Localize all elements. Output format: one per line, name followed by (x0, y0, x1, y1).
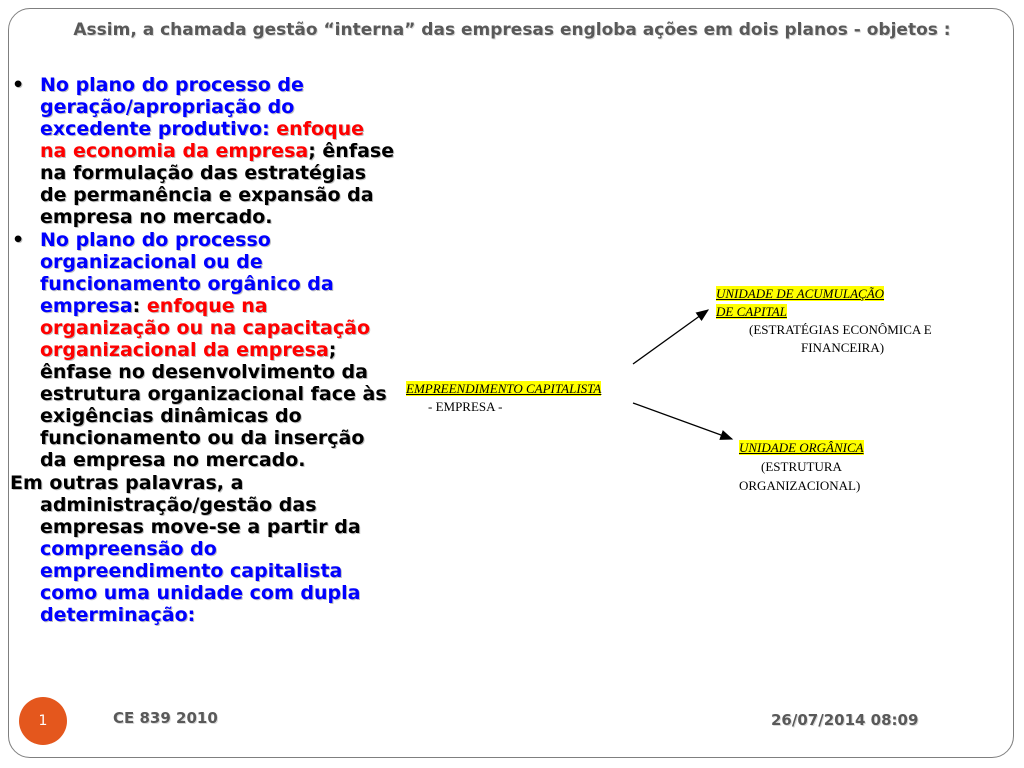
bottom-unit-label: UNIDADE ORGÂNICA (739, 440, 864, 455)
diagram-top-unit (716, 285, 932, 357)
bottom-unit-desc-1: (ESTRUTURA (761, 459, 842, 474)
top-unit-desc-1: (ESTRATÉGIAS ECONÔMICA E (749, 322, 932, 337)
diagram-bottom-unit (739, 438, 864, 495)
arrow-to-accumulation (633, 310, 708, 364)
center-label: EMPREENDIMENTO CAPITALISTA (406, 381, 602, 396)
bullet-marker: • (12, 229, 25, 251)
bullet-1-red-text: enfoque na economia da empresa (40, 118, 365, 162)
center-sub: - EMPRESA - (428, 399, 503, 414)
bullet-marker: • (12, 74, 25, 96)
bullet-2-colon: : (132, 295, 141, 317)
top-unit-label-2: DE CAPITAL (716, 304, 787, 319)
bullet-1-blue-text: No plano do processo de geração/apropriação do excedente produtivo: (40, 74, 304, 140)
bullet-2-red-text: enfoque na organização ou na capacitação organizacional da empresa (40, 295, 370, 361)
arrow-to-organic-unit (633, 403, 732, 439)
slide-datetime: 26/07/2014 08:09 (771, 711, 919, 729)
summary-text: Em outras palavras, a administração/gestão das empresas move-se a partir da (10, 472, 361, 538)
course-code: CE 839 2010 (113, 709, 218, 727)
top-unit-label-1: UNIDADE DE ACUMULAÇÃO (716, 286, 885, 301)
summary-blue-text: compreensão do empreendimento capitalista como uma unidade com dupla determinação: (40, 538, 361, 626)
bottom-unit-desc-2: ORGANIZACIONAL) (739, 478, 861, 493)
bullet-2-blue-text: No plano do processo organizacional ou de funcionamento orgânico da empresa (40, 229, 334, 317)
slide-title: Assim, a chamada gestão “interna” das empresas engloba ações em dois planos - objetos : (73, 20, 951, 40)
diagram-center (406, 380, 601, 416)
bullet-2-text: ; ênfase no desenvolvimento da estrutura organizacional face às exigências dinâmicas do funcionamento ou da inserção da empresa no mercado. (40, 339, 387, 471)
bullet-1-text: ; ênfase na formulação das estratégias de permanência e expansão da empresa no mercado. (40, 140, 395, 228)
top-unit-desc-2: FINANCEIRA) (801, 340, 885, 355)
slide-number-badge: 1 (19, 697, 67, 745)
